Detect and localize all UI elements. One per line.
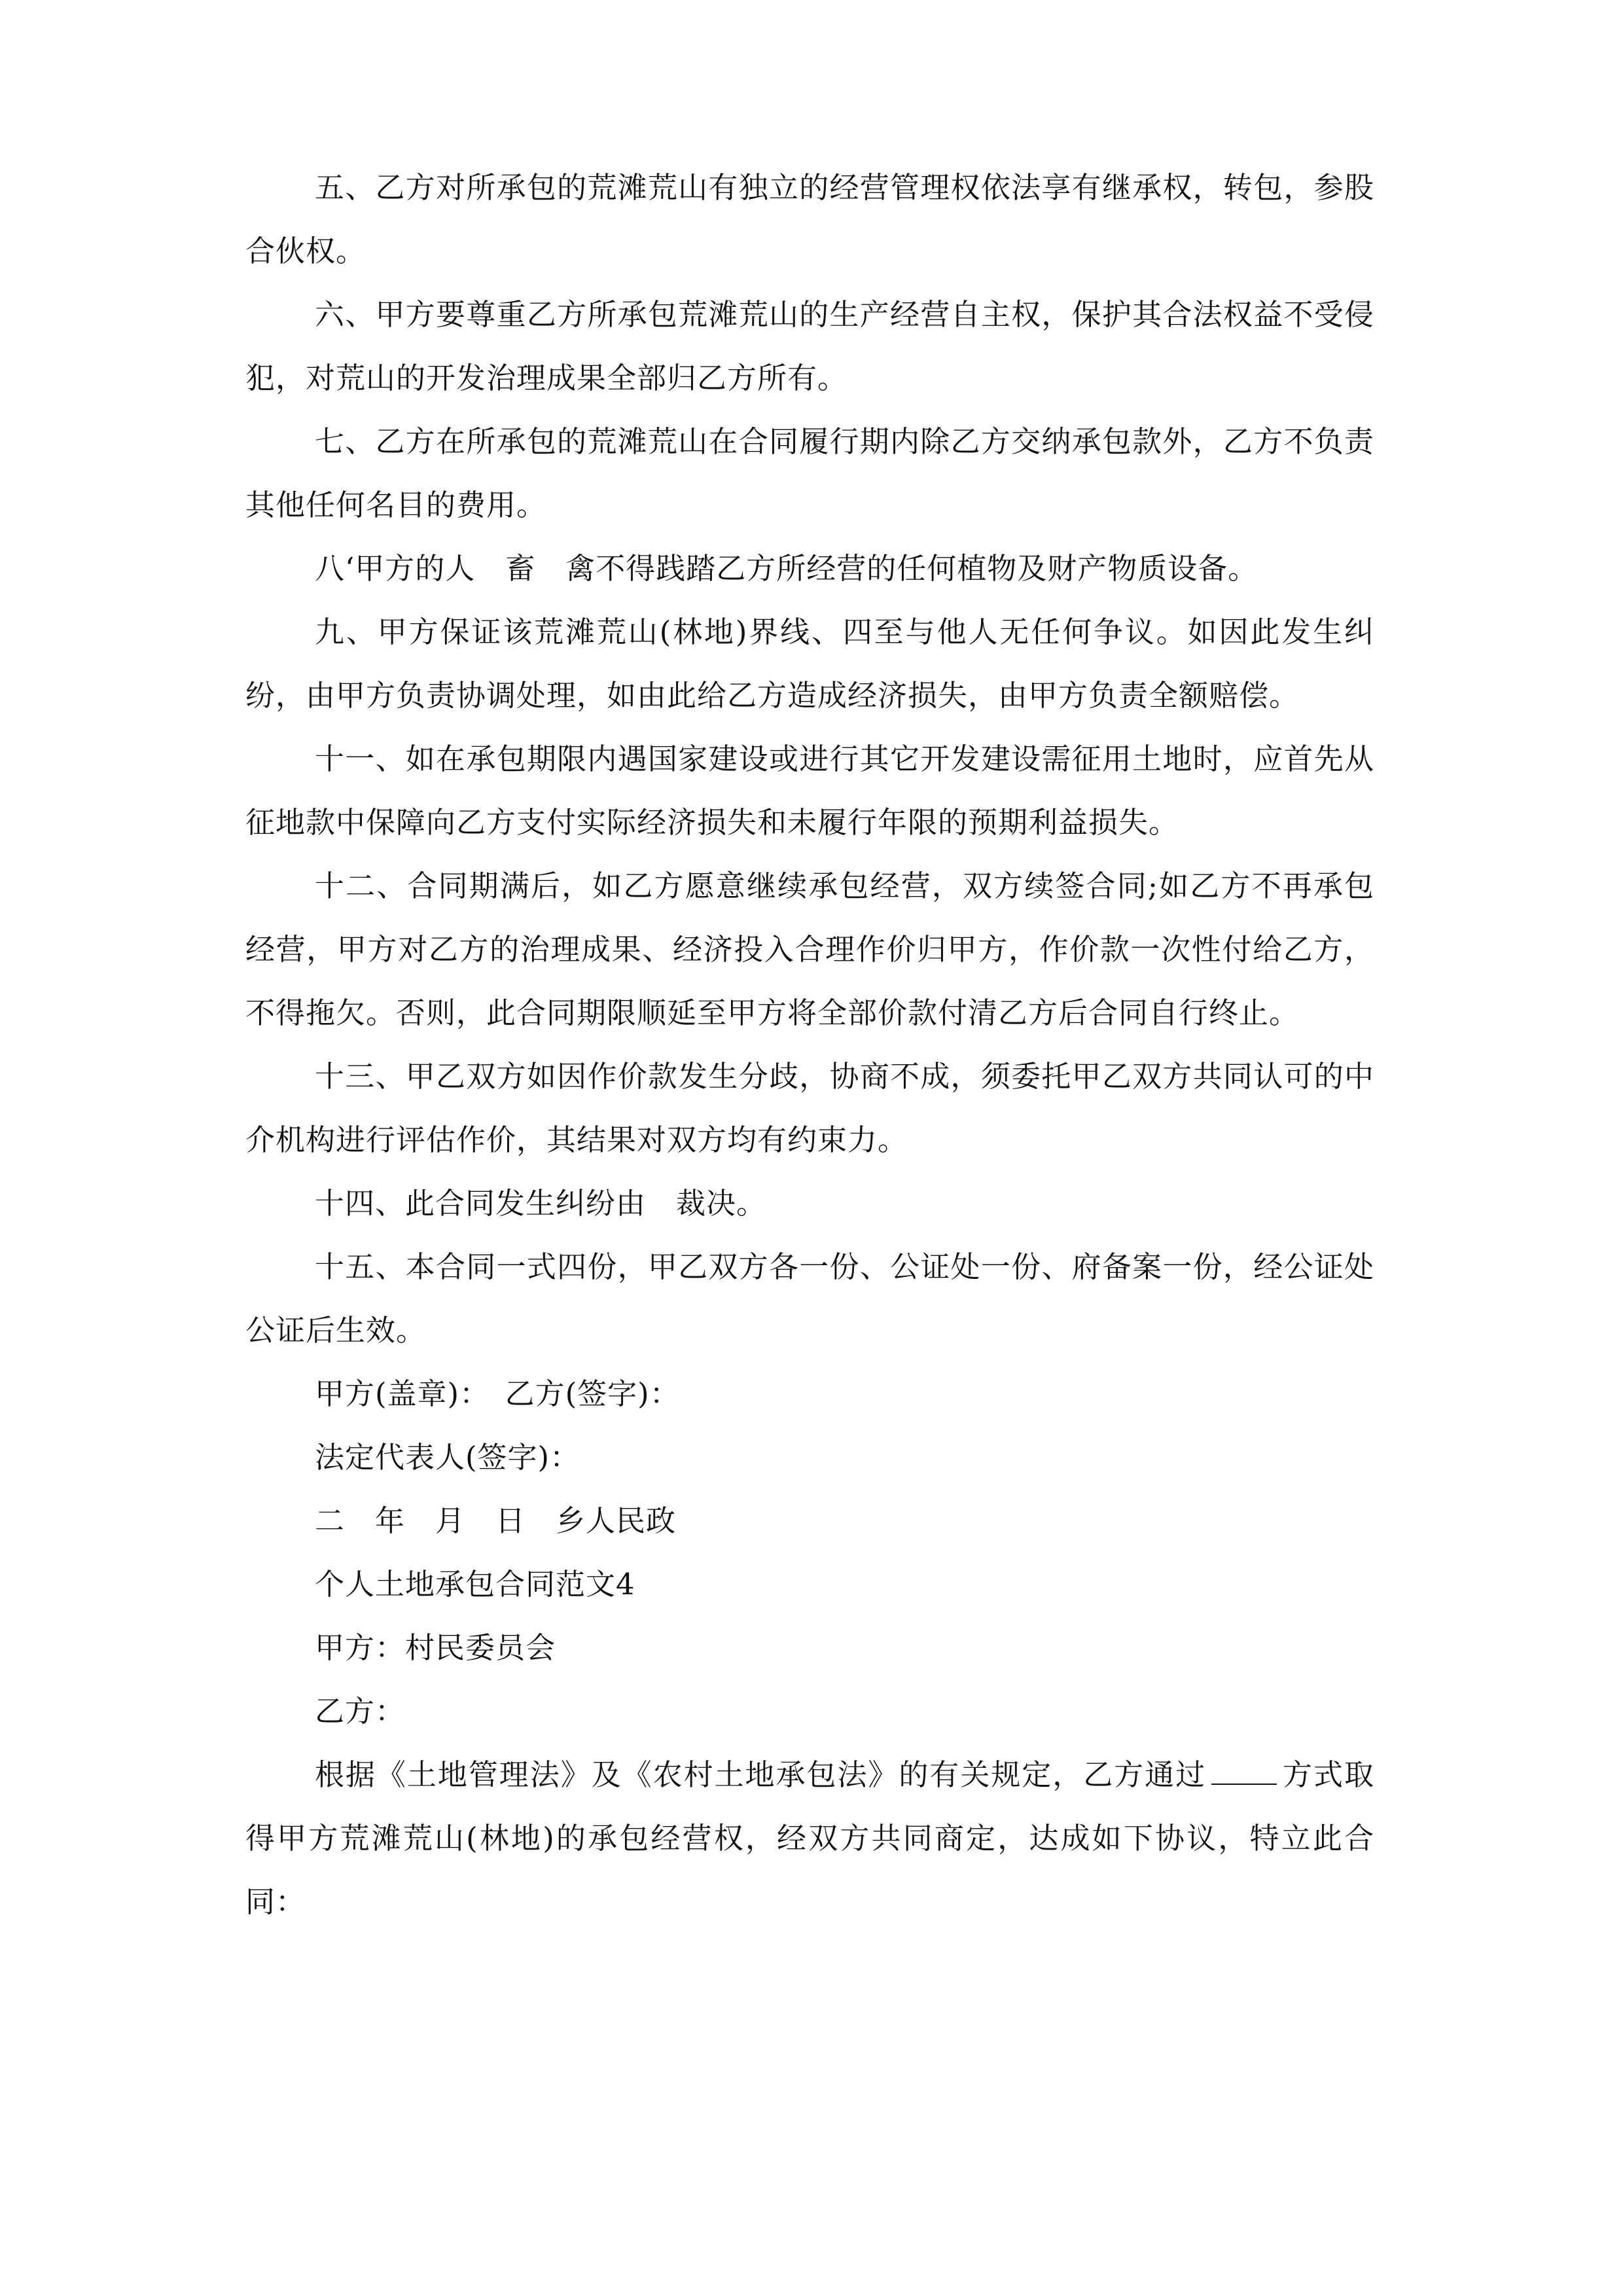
clause-8: 八‘甲方的人 畜 禽不得践踏乙方所经营的任何植物及财产物质设备。 — [315, 551, 1258, 586]
clause-9: 九、甲方保证该荒滩荒山(林地)界线、四至与他人无任何争议。如因此发生纠纷，由甲方负责协调处理，如由此给乙方造成经济损失，由甲方负责全额赔偿。 — [245, 615, 1374, 713]
intro-after-blank: 方式取得甲方荒滩荒山(林地)的承包经营权，经双方共同商定，达成如下协议，特立此合同： — [245, 1757, 1374, 1919]
clause-14: 十四、此合同发生纠纷由 裁决。 — [315, 1186, 767, 1221]
party-a-line: 甲方：村民委员会 — [315, 1630, 556, 1665]
clause-12: 十二、合同期满后，如乙方愿意继续承包经营，双方续签合同;如乙方不再承包经营，甲方对乙方的治理成果、经济投入合理作价归甲方，作价款一次性付给乙方，不得拖欠。否则，此合同期限顺延至甲方将全部价款付清乙方后合同自行终止。 — [245, 869, 1374, 1030]
clause-15: 十五、本合同一式四份，甲乙双方各一份、公证处一份、府备案一份，经公证处公证后生效。 — [245, 1249, 1374, 1348]
clause-7: 七、乙方在所承包的荒滩荒山在合同履行期内除乙方交纳承包款外，乙方不负责其他任何名目的费用。 — [245, 424, 1374, 522]
clause-5: 五、乙方对所承包的荒滩荒山有独立的经营管理权依法享有继承权，转包，参股合伙权。 — [245, 170, 1374, 268]
signature-date: 二 年 月 日 乡人民政 — [315, 1503, 677, 1538]
party-b-line: 乙方： — [315, 1694, 406, 1729]
document-body — [245, 156, 1374, 1933]
intro-before-blank: 根据《土地管理法》及《农村土地承包法》的有关规定，乙方通过 — [315, 1757, 1207, 1792]
clause-6: 六、甲方要尊重乙方所承包荒滩荒山的生产经营自主权，保护其合法权益不受侵犯，对荒山的开发治理成果全部归乙方所有。 — [245, 297, 1374, 395]
signature-legal-rep: 法定代表人(签字)： — [315, 1440, 580, 1475]
signature-party-a-b: 甲方(盖章)： 乙方(签字)： — [315, 1376, 680, 1411]
clause-13: 十三、甲乙双方如因作价款发生分歧，协商不成，须委托甲乙双方共同认可的中介机构进行评估作价，其结果对双方均有约束力。 — [245, 1059, 1374, 1157]
section-title: 个人土地承包合同范文4 — [315, 1567, 635, 1602]
method-blank — [1211, 1757, 1277, 1785]
contract-intro — [245, 1743, 1374, 1933]
clause-11: 十一、如在承包期限内遇国家建设或进行其它开发建设需征用土地时，应首先从征地款中保障向乙方支付实际经济损失和未履行年限的预期利益损失。 — [245, 742, 1374, 840]
